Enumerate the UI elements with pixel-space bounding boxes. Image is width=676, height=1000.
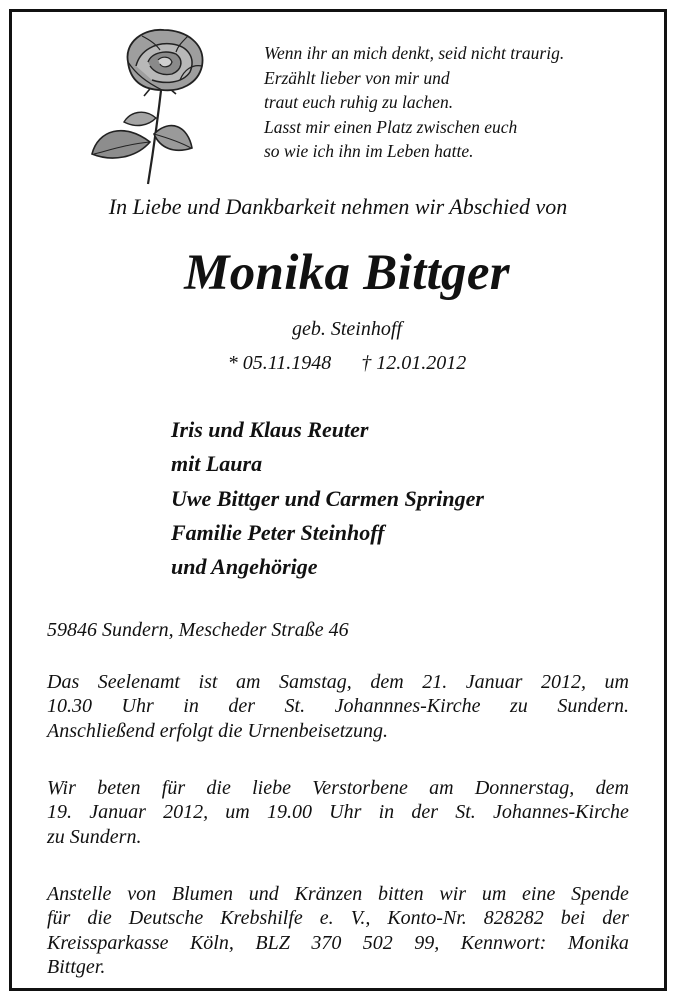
mourner: Iris und Klaus Reuter — [171, 417, 369, 442]
word: 828282 — [483, 907, 544, 930]
word: Kennwort: — [460, 931, 547, 954]
poem-line: Wenn ihr an mich denkt, seid nicht traurig. — [264, 43, 565, 63]
word: in — [183, 695, 199, 718]
word: eine — [522, 883, 556, 905]
word: 10.30 — [47, 695, 92, 718]
mourner: und Angehörige — [171, 554, 318, 580]
word: Köln, — [189, 931, 234, 954]
word: Donnerstag, — [474, 777, 575, 799]
poem-line: Lasst mir einen Platz zwischen euch — [264, 116, 518, 137]
donation-paragraph — [47, 882, 629, 980]
mourner: Familie Peter Steinhoff — [171, 519, 385, 545]
word: von — [127, 883, 157, 905]
word: 370 — [311, 931, 342, 954]
rose-icon — [84, 22, 214, 187]
word: Samstag, — [278, 671, 352, 693]
word: für — [161, 777, 186, 799]
life-dates — [12, 352, 676, 375]
word: Deutsche — [128, 907, 204, 930]
word: bitten — [378, 883, 424, 905]
death-date: † 12.01.2012 — [361, 352, 467, 374]
word: St. — [455, 801, 476, 824]
address: 59846 Sundern, Mescheder Straße 46 — [47, 619, 349, 641]
paragraph-line — [47, 670, 629, 694]
word: beten — [97, 777, 141, 799]
word: um — [481, 883, 507, 905]
word: St. — [284, 695, 306, 718]
intro-line: In Liebe und Dankbarkeit nehmen wir Abschied von — [108, 194, 568, 219]
word: Verstorbene — [312, 777, 408, 799]
word: wir — [439, 883, 467, 905]
funeral-paragraph — [47, 670, 629, 743]
paragraph-line — [47, 882, 629, 906]
word: für — [47, 907, 71, 930]
word: 19.00 — [266, 801, 312, 824]
birth-name: geb. Steinhoff — [292, 318, 402, 340]
word: Konto-Nr. — [387, 907, 467, 930]
word: e. — [319, 907, 334, 930]
word: bei — [560, 907, 586, 930]
word: 19. — [47, 801, 72, 824]
word: Monika — [567, 931, 629, 954]
word: Januar — [465, 671, 523, 693]
obituary-frame — [9, 9, 667, 991]
word: der — [411, 801, 439, 824]
word: BLZ — [255, 931, 290, 954]
word: dem — [595, 777, 629, 799]
word: die — [206, 777, 231, 799]
word: liebe — [252, 777, 291, 799]
paragraph-line — [47, 694, 629, 718]
word: die — [87, 907, 112, 930]
word: 21. — [422, 671, 448, 693]
word: der — [602, 907, 629, 930]
prayer-paragraph — [47, 776, 629, 849]
poem-line: Erzählt lieber von mir und — [264, 67, 450, 88]
word: 502 — [362, 931, 393, 954]
mourners-list — [171, 413, 484, 584]
word: Januar — [89, 801, 146, 824]
word: Das — [47, 671, 80, 693]
word: am — [235, 671, 261, 693]
word: Uhr — [329, 801, 362, 824]
word: Kränzen — [294, 883, 363, 905]
word: und — [248, 883, 279, 905]
mourner: mit Laura — [171, 451, 263, 477]
word: Krebshilfe — [220, 907, 303, 930]
paragraph-line — [47, 931, 629, 955]
word: zu — [510, 695, 528, 718]
word: Seelenamt — [97, 671, 180, 693]
birth-date: * 05.11.1948 — [227, 352, 332, 374]
word: dem — [370, 671, 404, 693]
word: ist — [198, 671, 218, 693]
word: Uhr — [121, 695, 154, 718]
word: Anstelle — [47, 883, 112, 905]
word: Wir — [47, 777, 76, 799]
paragraph-line: zu Sundern. — [47, 825, 142, 848]
word: Sundern. — [557, 695, 629, 718]
word: V., — [350, 907, 371, 930]
word: Johannnes-Kirche — [334, 695, 481, 718]
paragraph-line: Bittger. — [47, 956, 106, 979]
word: um — [225, 801, 250, 824]
paragraph-line — [47, 906, 629, 930]
word: Johannes-Kirche — [492, 801, 629, 824]
word: 99, — [414, 931, 440, 954]
poem-line: traut euch ruhig zu lachen. — [264, 92, 454, 113]
word: um — [604, 671, 629, 693]
word: Blumen — [171, 883, 233, 905]
poem-line: so wie ich ihn im Leben hatte. — [264, 141, 474, 162]
poem — [264, 41, 564, 164]
word: Spende — [571, 883, 629, 905]
paragraph-line: Anschließend erfolgt die Urnenbeisetzung. — [47, 719, 389, 742]
word: 2012, — [163, 801, 209, 824]
word: in — [378, 801, 395, 824]
word: Kreissparkasse — [47, 931, 169, 954]
paragraph-line — [47, 776, 629, 800]
word: am — [429, 777, 454, 799]
paragraph-line — [47, 800, 629, 824]
deceased-name: Monika Bittger — [184, 245, 510, 301]
word: 2012, — [540, 671, 586, 693]
mourner: Uwe Bittger und Carmen Springer — [171, 485, 484, 511]
word: der — [228, 695, 256, 718]
